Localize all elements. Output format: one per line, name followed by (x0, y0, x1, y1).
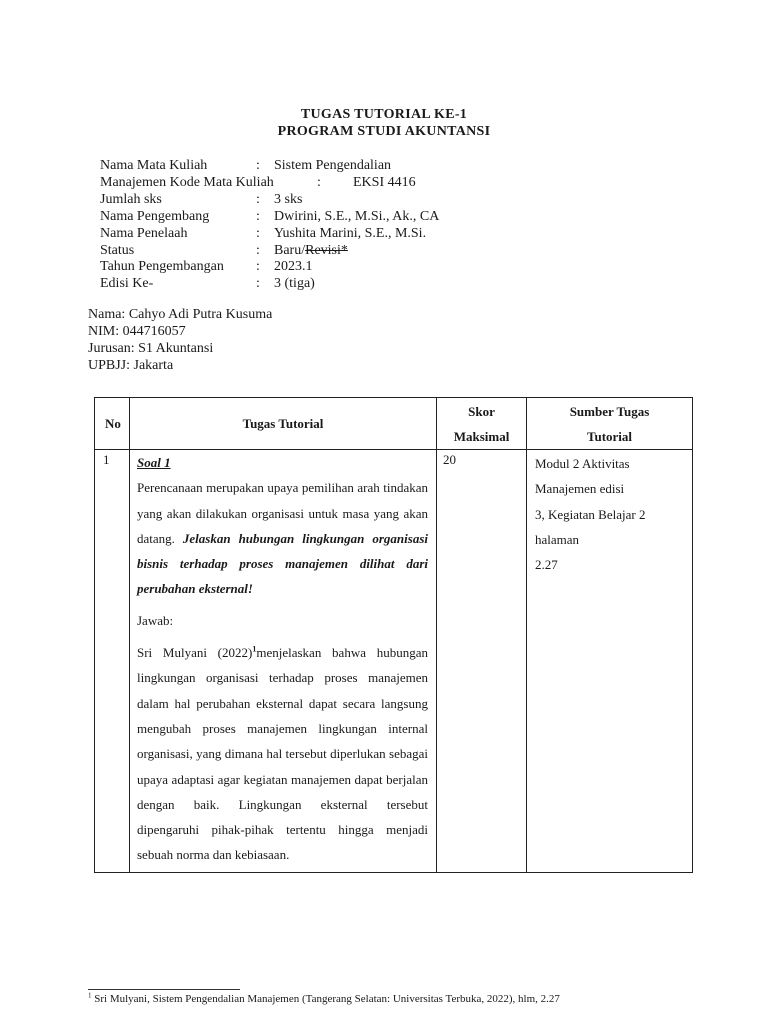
footnote-divider (88, 989, 240, 990)
meta-row-sks (100, 192, 439, 209)
status-revisi-struck: Revisi* (305, 242, 348, 258)
source-line: halaman (535, 531, 580, 547)
source-line: 3, Kegiatan Belajar 2 (535, 506, 646, 522)
header-sumber (527, 398, 693, 450)
meta-row-edisi (100, 276, 439, 293)
meta-colon: : (256, 242, 260, 258)
meta-colon: : (317, 174, 321, 190)
document-subtitle: PROGRAM STUDI AKUNTANSI (277, 124, 491, 139)
score-cell: 20 (437, 450, 527, 873)
table-header-row (95, 398, 693, 450)
meta-label: Jumlah sks (100, 191, 162, 207)
source-cell (527, 450, 693, 873)
meta-row-tahun (100, 259, 439, 276)
row-number: 1 (95, 450, 130, 873)
source-line: Modul 2 Aktivitas (535, 456, 630, 471)
course-info (100, 158, 439, 293)
meta-colon: : (256, 158, 260, 173)
student-info (88, 307, 272, 375)
header-sumber-line1: Sumber Tugas (569, 403, 650, 419)
question-text (137, 475, 428, 601)
soal-label: Soal 1 (137, 455, 171, 470)
meta-row-penelaah (100, 226, 439, 243)
meta-colon: : (256, 276, 260, 292)
meta-label: Manajemen Kode Mata Kuliah (100, 174, 274, 190)
document-title: TUGAS TUTORIAL KE-1 (300, 107, 468, 122)
header-tugas: Tugas Tutorial (130, 398, 437, 450)
meta-colon: : (256, 259, 260, 275)
meta-value (274, 243, 348, 260)
meta-value: Dwirini, S.E., M.Si., Ak., CA (274, 208, 440, 224)
meta-value: Sistem Pengendalian (274, 158, 392, 173)
meta-colon: : (256, 191, 260, 207)
meta-value: 3 (tiga) (274, 276, 315, 292)
header-skor-line1: Skor (468, 403, 495, 419)
tutorial-table (94, 397, 693, 873)
meta-label: Status (100, 242, 135, 258)
meta-label: Edisi Ke- (100, 276, 154, 292)
source-line: 2.27 (535, 557, 558, 573)
meta-row-status (100, 243, 439, 260)
meta-colon: : (256, 225, 260, 241)
header-skor-line2: Maksimal (453, 428, 510, 444)
table-row (95, 450, 693, 873)
status-baru: Baru/ (274, 242, 306, 258)
student-nim: NIM: 044716057 (88, 323, 186, 339)
student-upbjj: UPBJJ: Jakarta (88, 357, 174, 373)
meta-value: 2023.1 (274, 259, 313, 275)
answer-body: menjelaskan bahwa hubungan lingkungan organisasi terhadap proses manajemen dalam hal perubahan eksternal dapat secara langsung mengubah proses manajemen lingkungan internal organisasi, yang dimana hal tersebut diperlukan sebagai upaya adaptasi agar kegiatan manajemen dapat berjalan dengan baik. Lingkungan eksternal tersebut dipengaruhi pihak-pihak tertentu hingga menjadi sebuah norma dan kebiasaan. (137, 645, 428, 863)
jawab-label: Jawab: (137, 612, 174, 628)
source-line: Manajemen edisi (535, 481, 625, 497)
meta-label: Tahun Pengembangan (100, 259, 224, 275)
header-skor (437, 398, 527, 450)
meta-value: EKSI 4416 (353, 174, 416, 190)
task-cell (130, 450, 437, 873)
header-no: No (95, 398, 130, 450)
answer-text (137, 640, 428, 868)
meta-row-pengembang (100, 209, 439, 226)
footnote-text: Sri Mulyani, Sistem Pengendalian Manajemen (Tangerang Selatan: Universitas Terbuka, 2022), hlm, 2.27 (91, 993, 560, 1005)
meta-value: 3 sks (274, 191, 303, 207)
footnote-marker: 1 (88, 991, 92, 1000)
question-emphasis: Jelaskan hubungan lingkungan organisasi bisnis terhadap proses manajemen dilihat dari perubahan eksternal! (137, 530, 428, 597)
question-plain: Perencanaan merupakan upaya pemilihan arah tindakan yang akan dilakukan organisasi untuk masa yang akan datang. (137, 480, 428, 546)
header-sumber-line2: Tutorial (586, 428, 633, 444)
meta-label: Nama Pengembang (100, 208, 210, 224)
meta-label: Nama Mata Kuliah (100, 158, 208, 173)
meta-row-kode (100, 175, 439, 192)
student-name: Nama: Cahyo Adi Putra Kusuma (88, 307, 273, 322)
meta-label: Nama Penelaah (100, 225, 188, 241)
meta-value: Yushita Marini, S.E., M.Si. (274, 225, 427, 241)
meta-row-mata-kuliah (100, 158, 439, 175)
answer-lead: Sri Mulyani (2022) (137, 645, 253, 661)
footnote-ref: 1 (252, 644, 257, 654)
footnote (88, 993, 560, 1005)
meta-colon: : (256, 208, 260, 224)
student-jurusan: Jurusan: S1 Akuntansi (88, 340, 214, 356)
